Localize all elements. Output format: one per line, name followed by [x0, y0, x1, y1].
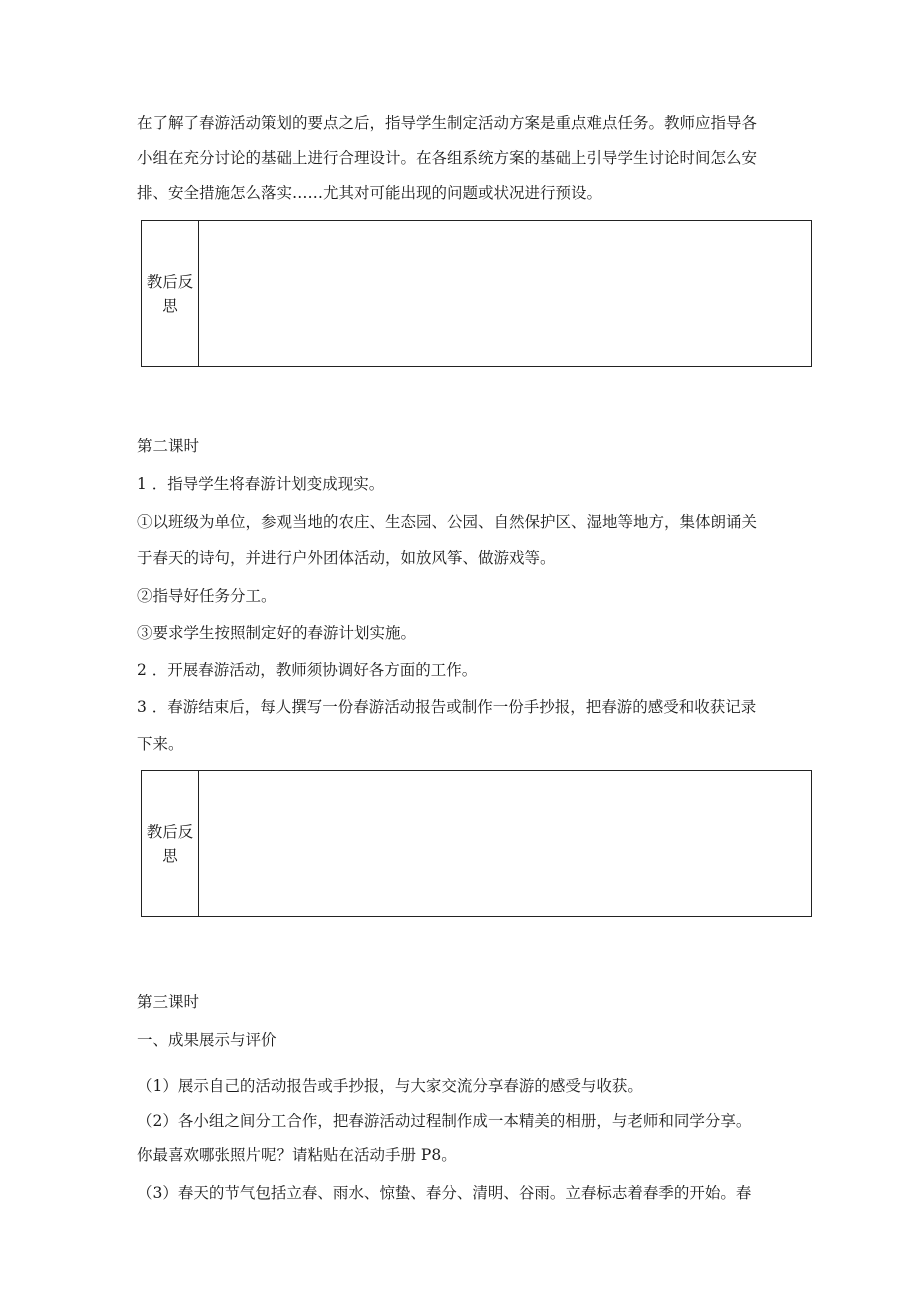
- lesson-2-heading: 第二课时: [137, 437, 200, 455]
- lesson-2-item-2: 2 ．开展春游活动，教师须协调好各方面的工作。: [137, 661, 478, 679]
- lesson-2-sub-2: ②指导好任务分工。: [137, 587, 277, 605]
- lesson-2-sub-1-line-1: ①以班级为单位，参观当地的农庄、生态园、公园、自然保护区、湿地等地方，集体朗诵关: [137, 513, 758, 531]
- reflection-table-1: [141, 220, 812, 367]
- lesson-3-point-1: （1）展示自己的活动报告或手抄报，与大家交流分享春游的感受与收获。: [137, 1077, 643, 1095]
- lesson-2-sub-3: ③要求学生按照制定好的春游计划实施。: [137, 624, 417, 642]
- reflection-table-2: [141, 770, 812, 917]
- lesson-3-section-1-title: 一、成果展示与评价: [137, 1031, 277, 1049]
- lesson-3-point-2-line-2: 你最喜欢哪张照片呢？请粘贴在活动手册 P8。: [137, 1146, 457, 1164]
- lesson-2-item-1: 1 ．指导学生将春游计划变成现实。: [137, 475, 385, 493]
- lesson-2-sub-1-line-2: 于春天的诗句，并进行户外团体活动，如放风筝、做游戏等。: [137, 549, 556, 567]
- lesson-3-point-3-line-1: （3）春天的节气包括立春、雨水、惊蛰、春分、清明、谷雨。立春标志着春季的开始。春: [137, 1184, 752, 1202]
- lesson-2-item-3-line-2: 下来。: [137, 735, 184, 753]
- reflection-label: 教后反 思: [142, 221, 199, 367]
- reflection-content-cell[interactable]: [199, 221, 812, 367]
- intro-line-1: 在了解了春游活动策划的要点之后，指导学生制定活动方案是重点难点任务。教师应指导各: [137, 114, 758, 132]
- reflection-label: 教后反 思: [142, 771, 199, 917]
- lesson-2-item-3-line-1: 3 ．春游结束后，每人撰写一份春游活动报告或制作一份手抄报，把春游的感受和收获记录: [137, 698, 757, 716]
- intro-line-2: 小组在充分讨论的基础上进行合理设计。在各组系统方案的基础上引导学生讨论时间怎么安: [137, 149, 758, 167]
- lesson-3-point-2-line-1: （2）各小组之间分工合作，把春游活动过程制作成一本精美的相册，与老师和同学分享。: [137, 1112, 752, 1130]
- intro-line-3: 排、安全措施怎么落实……尤其对可能出现的问题或状况进行预设。: [137, 184, 603, 202]
- lesson-3-heading: 第三课时: [137, 993, 200, 1011]
- reflection-content-cell[interactable]: [199, 771, 812, 917]
